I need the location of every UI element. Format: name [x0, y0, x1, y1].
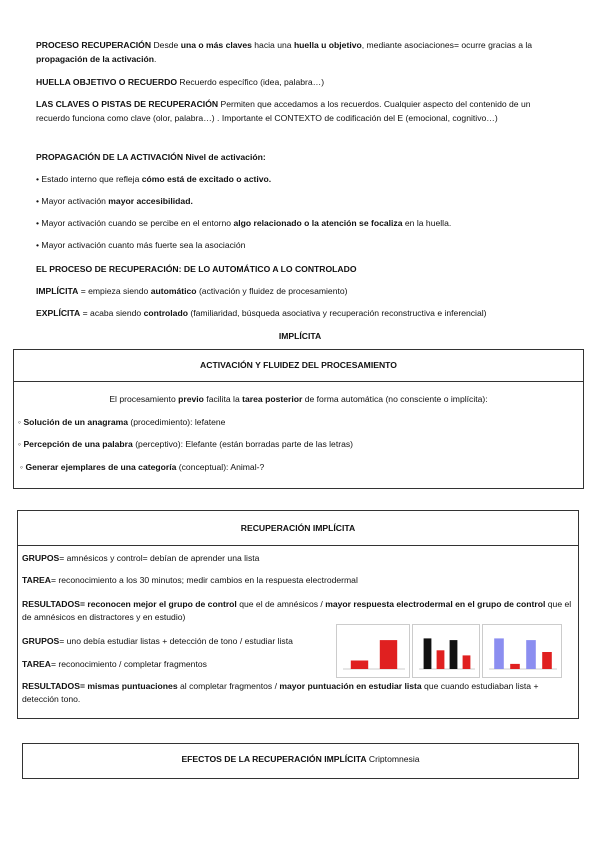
claves-head: LAS CLAVES O PISTAS DE RECUPERACIÓN	[36, 99, 219, 109]
chart-bar	[510, 664, 520, 669]
bullet-icon: •	[36, 240, 42, 250]
list-item: ◦ Solución de un anagrama (procedimiento): lefatene	[18, 417, 226, 427]
chart-bar	[437, 650, 445, 669]
chart-2-svg	[413, 625, 479, 677]
proceso-recuperacion-paragraph: PROCESO RECUPERACIÓN Desde una o más claves hacia una huella u objetivo, mediante asociaciones= ocurre gracias a la propagación de la activación.	[36, 40, 533, 64]
circle-bullet-icon: ◦	[20, 462, 26, 472]
claves-paragraph: LAS CLAVES O PISTAS DE RECUPERACIÓN Permiten que accedamos a los recuerdos. Cualquier aspecto del contenido de un recuerdo funciona como clave (olor, palabra…) . Importante el CONTEXTO de codificación del E (emocional, cognitivo…)	[36, 99, 531, 123]
box-title: ACTIVACIÓN Y FLUIDEZ DEL PROCESAMIENTO	[14, 350, 583, 382]
bullet-item: • Mayor activación cuanto más fuerte sea la asociación	[36, 240, 246, 250]
chart-3-svg	[483, 625, 561, 677]
box-lead: El procesamiento previo facilita la tarea posterior de forma automática (no consciente o implícita):	[109, 394, 488, 404]
bullet-icon: •	[36, 196, 42, 206]
recuperacion-implicita-box	[17, 510, 579, 719]
huella-paragraph: HUELLA OBJETIVO O RECUERDO Recuerdo específico (idea, palabra…)	[36, 77, 325, 87]
chart-bar	[351, 661, 368, 670]
circle-bullet-icon: ◦	[18, 417, 24, 427]
efectos-box	[22, 743, 579, 779]
chart-bar	[526, 640, 536, 669]
bullet-item: • Estado interno que refleja cómo está de excitado o activo.	[36, 174, 272, 184]
bullet-icon: •	[36, 218, 42, 228]
grupos-line: GRUPOS= uno debía estudiar listas + detección de tono / estudiar lista	[22, 636, 293, 646]
chart-3	[482, 624, 562, 678]
box-title: RECUPERACIÓN IMPLÍCITA	[18, 511, 578, 546]
bullet-item: • Mayor activación cuando se percibe en el entorno algo relacionado o la atención se focaliza en la huella.	[36, 218, 452, 228]
resultados-line: RESULTADOS= reconocen mejor el grupo de control que el de amnésicos / mayor respuesta electrodermal en el grupo de control que el de amnésicos en distractores y en estudio)	[22, 599, 572, 622]
propagacion-paragraph: PROPAGACIÓN DE LA ACTIVACIÓN Nivel de activación:	[36, 152, 266, 162]
result-charts	[336, 624, 562, 680]
chart-1	[336, 624, 410, 678]
proceso-title: EL PROCESO DE RECUPERACIÓN: DE LO AUTOMÁTICO A LO CONTROLADO	[36, 264, 357, 274]
bullet-item: • Mayor activación mayor accesibilidad.	[36, 196, 193, 206]
chart-bar	[424, 638, 432, 669]
chart-bar	[542, 652, 552, 669]
tarea-line: TAREA= reconocimiento a los 30 minutos; medir cambios en la respuesta electrodermal	[22, 575, 358, 585]
chart-1-svg	[337, 625, 409, 677]
chart-bar	[463, 655, 471, 669]
chart-bar	[450, 640, 458, 669]
bullet-icon: •	[36, 174, 42, 184]
box-title: EFECTOS DE LA RECUPERACIÓN IMPLÍCITA Criptomnesia	[181, 754, 420, 764]
explicita-line: EXPLÍCITA = acaba siendo controlado (familiaridad, búsqueda asociativa y recuperación reconstructiva e inferencial)	[36, 308, 487, 318]
chart-2	[412, 624, 480, 678]
section-heading-implicita: IMPLÍCITA	[278, 331, 322, 341]
list-item: ◦ Generar ejemplares de una categoría (conceptual): Animal-?	[20, 462, 265, 472]
propagacion-head: PROPAGACIÓN DE LA ACTIVACIÓN	[36, 152, 184, 162]
implicita-line: IMPLÍCITA = empieza siendo automático (activación y fluidez de procesamiento)	[36, 286, 348, 296]
chart-bar	[494, 638, 504, 669]
proceso-head: PROCESO RECUPERACIÓN	[36, 40, 152, 50]
chart-bar	[380, 640, 397, 669]
list-item: ◦ Percepción de una palabra (perceptivo): Elefante (están borradas parte de las letras)	[18, 439, 354, 449]
resultados-line: RESULTADOS= mismas puntuaciones al completar fragmentos / mayor puntuación en estudiar lista que cuando estudiaban lista + detección tono.	[22, 681, 539, 704]
tarea-line: TAREA= reconocimiento / completar fragmentos	[22, 659, 207, 669]
circle-bullet-icon: ◦	[18, 439, 24, 449]
grupos-line: GRUPOS= amnésicos y control= debían de aprender una lista	[22, 553, 260, 563]
activacion-fluidez-box	[13, 349, 584, 489]
huella-head: HUELLA OBJETIVO O RECUERDO	[36, 77, 178, 87]
